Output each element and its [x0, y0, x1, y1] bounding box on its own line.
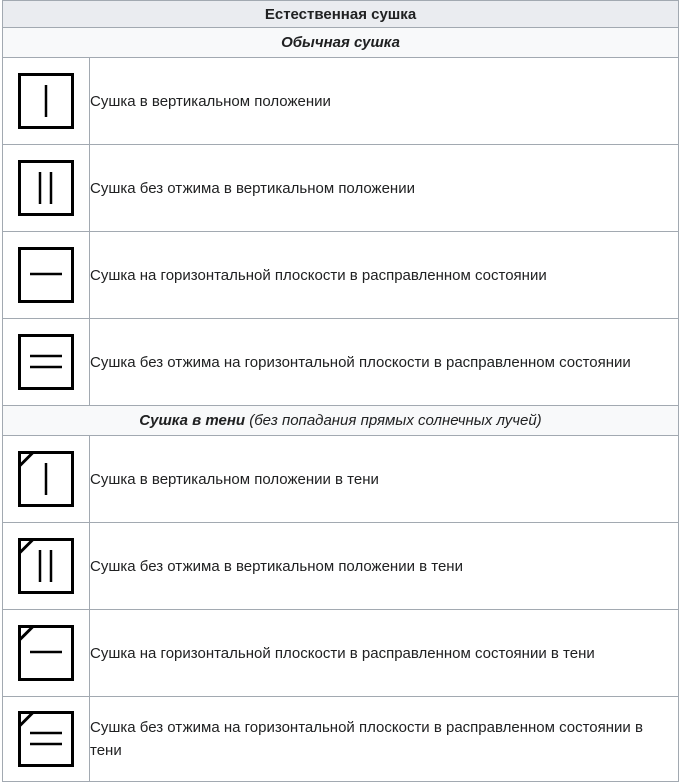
table-row — [3, 697, 679, 782]
table-title: Естественная сушка — [3, 1, 679, 28]
drip-dry-vertical-icon — [18, 73, 74, 129]
dry-flat-no-spin-icon — [18, 334, 74, 390]
row-description: Сушка без отжима в вертикальном положении в тени — [90, 523, 679, 610]
table-row — [3, 436, 679, 523]
section-note-shade: (без попадания прямых солнечных лучей) — [249, 412, 542, 429]
table-row — [3, 319, 679, 406]
table-row — [3, 610, 679, 697]
section-label-shade: Сушка в тени — [139, 412, 246, 429]
section-label-normal: Обычная сушка — [281, 34, 400, 51]
table-header-row — [3, 1, 679, 28]
row-description: Сушка на горизонтальной плоскости в расправленном состоянии в тени — [90, 610, 679, 697]
icon-cell — [3, 145, 90, 232]
drip-dry-no-spin-vertical-icon — [18, 160, 74, 216]
icon-cell — [3, 610, 90, 697]
icon-cell — [3, 319, 90, 406]
drip-dry-no-spin-vertical-shade-icon — [18, 538, 74, 594]
section-heading-shade — [3, 406, 679, 436]
row-description: Сушка без отжима на горизонтальной плоскости в расправленном состоянии — [90, 319, 679, 406]
section-row-shade — [3, 406, 679, 436]
row-description: Сушка без отжима в вертикальном положении — [90, 145, 679, 232]
table-row — [3, 523, 679, 610]
row-description: Сушка в вертикальном положении — [90, 58, 679, 145]
section-row-normal — [3, 28, 679, 58]
icon-cell — [3, 232, 90, 319]
icon-cell — [3, 58, 90, 145]
table-row — [3, 58, 679, 145]
dry-flat-shade-icon — [18, 625, 74, 681]
row-description: Сушка без отжима на горизонтальной плоскости в расправленном состоянии в тени — [90, 697, 679, 782]
drip-dry-vertical-shade-icon — [18, 451, 74, 507]
row-description: Сушка в вертикальном положении в тени — [90, 436, 679, 523]
icon-cell — [3, 697, 90, 782]
table-row — [3, 232, 679, 319]
dry-flat-icon — [18, 247, 74, 303]
section-heading-normal — [3, 28, 679, 58]
dry-flat-no-spin-shade-icon — [18, 711, 74, 767]
table-row — [3, 145, 679, 232]
icon-cell — [3, 523, 90, 610]
natural-drying-table — [2, 0, 679, 782]
row-description: Сушка на горизонтальной плоскости в расправленном состоянии — [90, 232, 679, 319]
icon-cell — [3, 436, 90, 523]
